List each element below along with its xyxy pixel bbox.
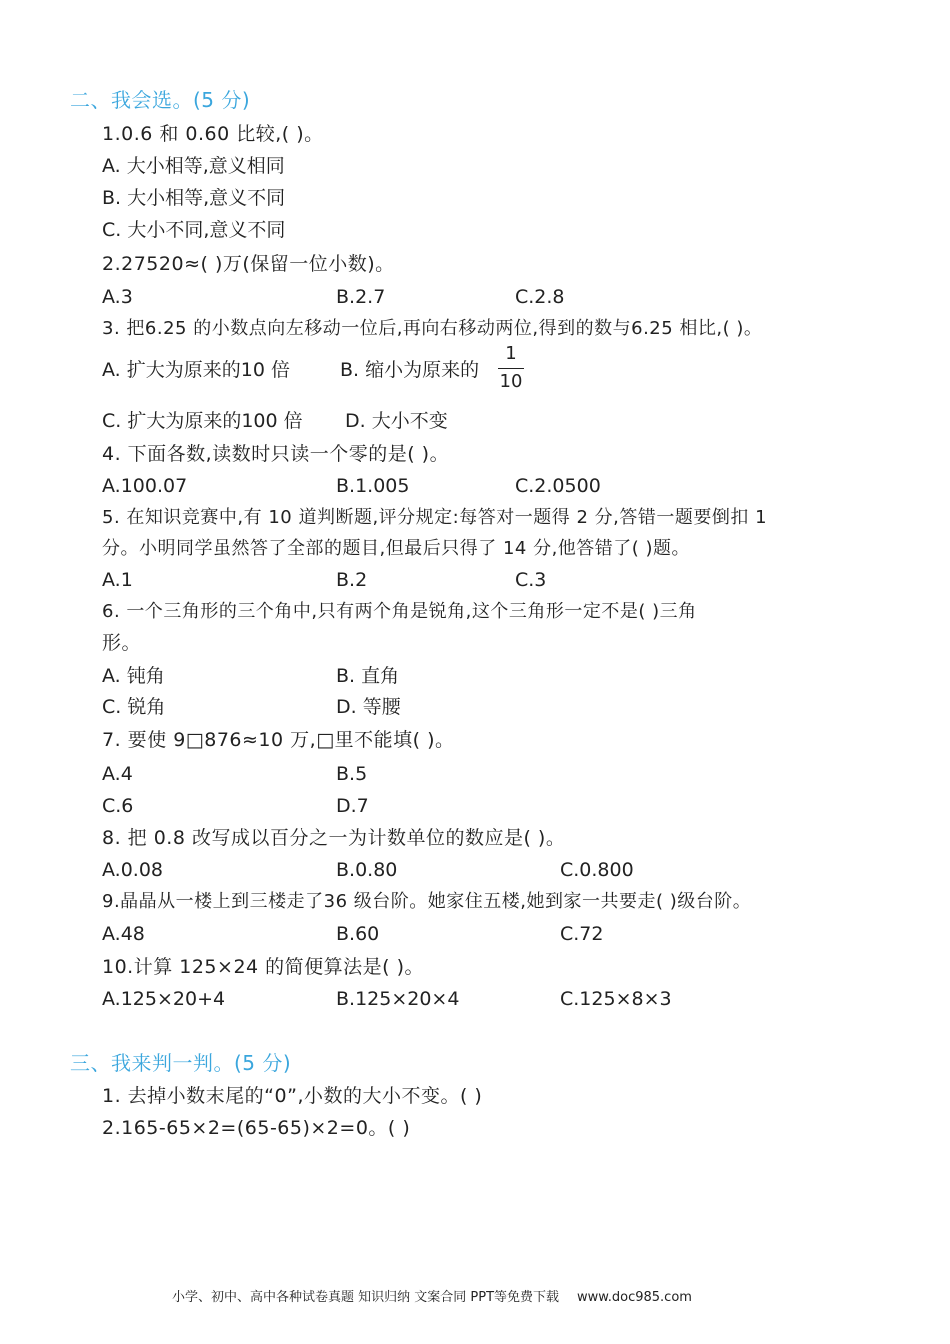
- q2-option-c: C.2.8: [515, 286, 565, 308]
- q7-option-b: B.5: [336, 763, 368, 785]
- q5-option-c: C.3: [515, 569, 547, 591]
- section-2-heading: 二、我会选。(5 分): [70, 88, 251, 112]
- q10-option-c: C.125×8×3: [560, 988, 672, 1010]
- q7-option-d: D.7: [336, 795, 369, 817]
- question-10: 10.计算 125×24 的简便算法是( )。: [102, 956, 425, 978]
- footer-site-link[interactable]: www.doc985.com: [577, 1290, 692, 1305]
- question-6-line-2: 形。: [102, 632, 142, 654]
- footer-text: 小学、初中、高中各种试卷真题 知识归纳 文案合同 PPT等免费下载: [172, 1290, 560, 1305]
- q6-option-c: C. 锐角: [102, 696, 166, 718]
- judge-question-2: 2.165-65×2=(65-65)×2=0。( ): [102, 1117, 411, 1139]
- judge-question-1: 1. 去掉小数末尾的“0”,小数的大小不变。( ): [102, 1085, 483, 1107]
- q1-option-a: A. 大小相等,意义相同: [102, 155, 285, 177]
- question-2: 2.27520≈( )万(保留一位小数)。: [102, 253, 395, 275]
- q2-option-a: A.3: [102, 286, 133, 308]
- q8-option-b: B.0.80: [336, 859, 398, 881]
- question-1: 1.0.6 和 0.60 比较,( )。: [102, 123, 324, 145]
- q1-option-b: B. 大小相等,意义不同: [102, 187, 286, 209]
- q3-option-b: B. 缩小为原来的: [340, 359, 480, 381]
- q2-option-b: B.2.7: [336, 286, 386, 308]
- q7-option-a: A.4: [102, 763, 133, 785]
- q4-option-b: B.1.005: [336, 475, 410, 497]
- q10-option-b: B.125×20×4: [336, 988, 460, 1010]
- question-9: 9.晶晶从一楼上到三楼走了36 级台阶。她家住五楼,她到家一共要走( )级台阶。: [102, 891, 752, 912]
- q8-option-a: A.0.08: [102, 859, 164, 881]
- q5-option-b: B.2: [336, 569, 368, 591]
- q9-option-a: A.48: [102, 923, 145, 945]
- q5-option-a: A.1: [102, 569, 133, 591]
- q3-option-b-fraction: [498, 343, 524, 395]
- q6-option-a: A. 钝角: [102, 665, 165, 687]
- q3-option-c: C. 扩大为原来的100 倍: [102, 410, 303, 432]
- question-4: 4. 下面各数,读数时只读一个零的是( )。: [102, 443, 450, 465]
- q6-option-b: B. 直角: [336, 665, 400, 687]
- question-7: 7. 要使 9□876≈10 万,□里不能填( )。: [102, 729, 455, 751]
- fraction-denominator: 10: [499, 371, 523, 392]
- question-3: 3. 把6.25 的小数点向左移动一位后,再向右移动两位,得到的数与6.25 相比,( )。: [102, 318, 763, 339]
- q7-option-c: C.6: [102, 795, 134, 817]
- page-footer: [172, 1289, 692, 1307]
- question-5-line-2: 分。小明同学虽然答了全部的题目,但最后只得了 14 分,他答错了( )题。: [102, 538, 691, 559]
- question-5-line-1: 5. 在知识竞赛中,有 10 道判断题,评分规定:每答对一题得 2 分,答错一题要倒扣 1: [102, 507, 768, 528]
- q3-option-a: A. 扩大为原来的10 倍: [102, 359, 290, 381]
- question-8: 8. 把 0.8 改写成以百分之一为计数单位的数应是( )。: [102, 827, 566, 849]
- q3-option-d: D. 大小不变: [345, 410, 448, 432]
- q8-option-c: C.0.800: [560, 859, 634, 881]
- q4-option-a: A.100.07: [102, 475, 188, 497]
- fraction-numerator: 1: [505, 343, 517, 364]
- q1-option-c: C. 大小不同,意义不同: [102, 219, 286, 241]
- section-3-heading: 三、我来判一判。(5 分): [70, 1051, 292, 1075]
- q4-option-c: C.2.0500: [515, 475, 601, 497]
- fraction-bar: [498, 368, 524, 369]
- q9-option-c: C.72: [560, 923, 604, 945]
- q10-option-a: A.125×20+4: [102, 988, 226, 1010]
- q6-option-d: D. 等腰: [336, 696, 401, 718]
- q9-option-b: B.60: [336, 923, 380, 945]
- question-6-line-1: 6. 一个三角形的三个角中,只有两个角是锐角,这个三角形一定不是( )三角: [102, 601, 697, 622]
